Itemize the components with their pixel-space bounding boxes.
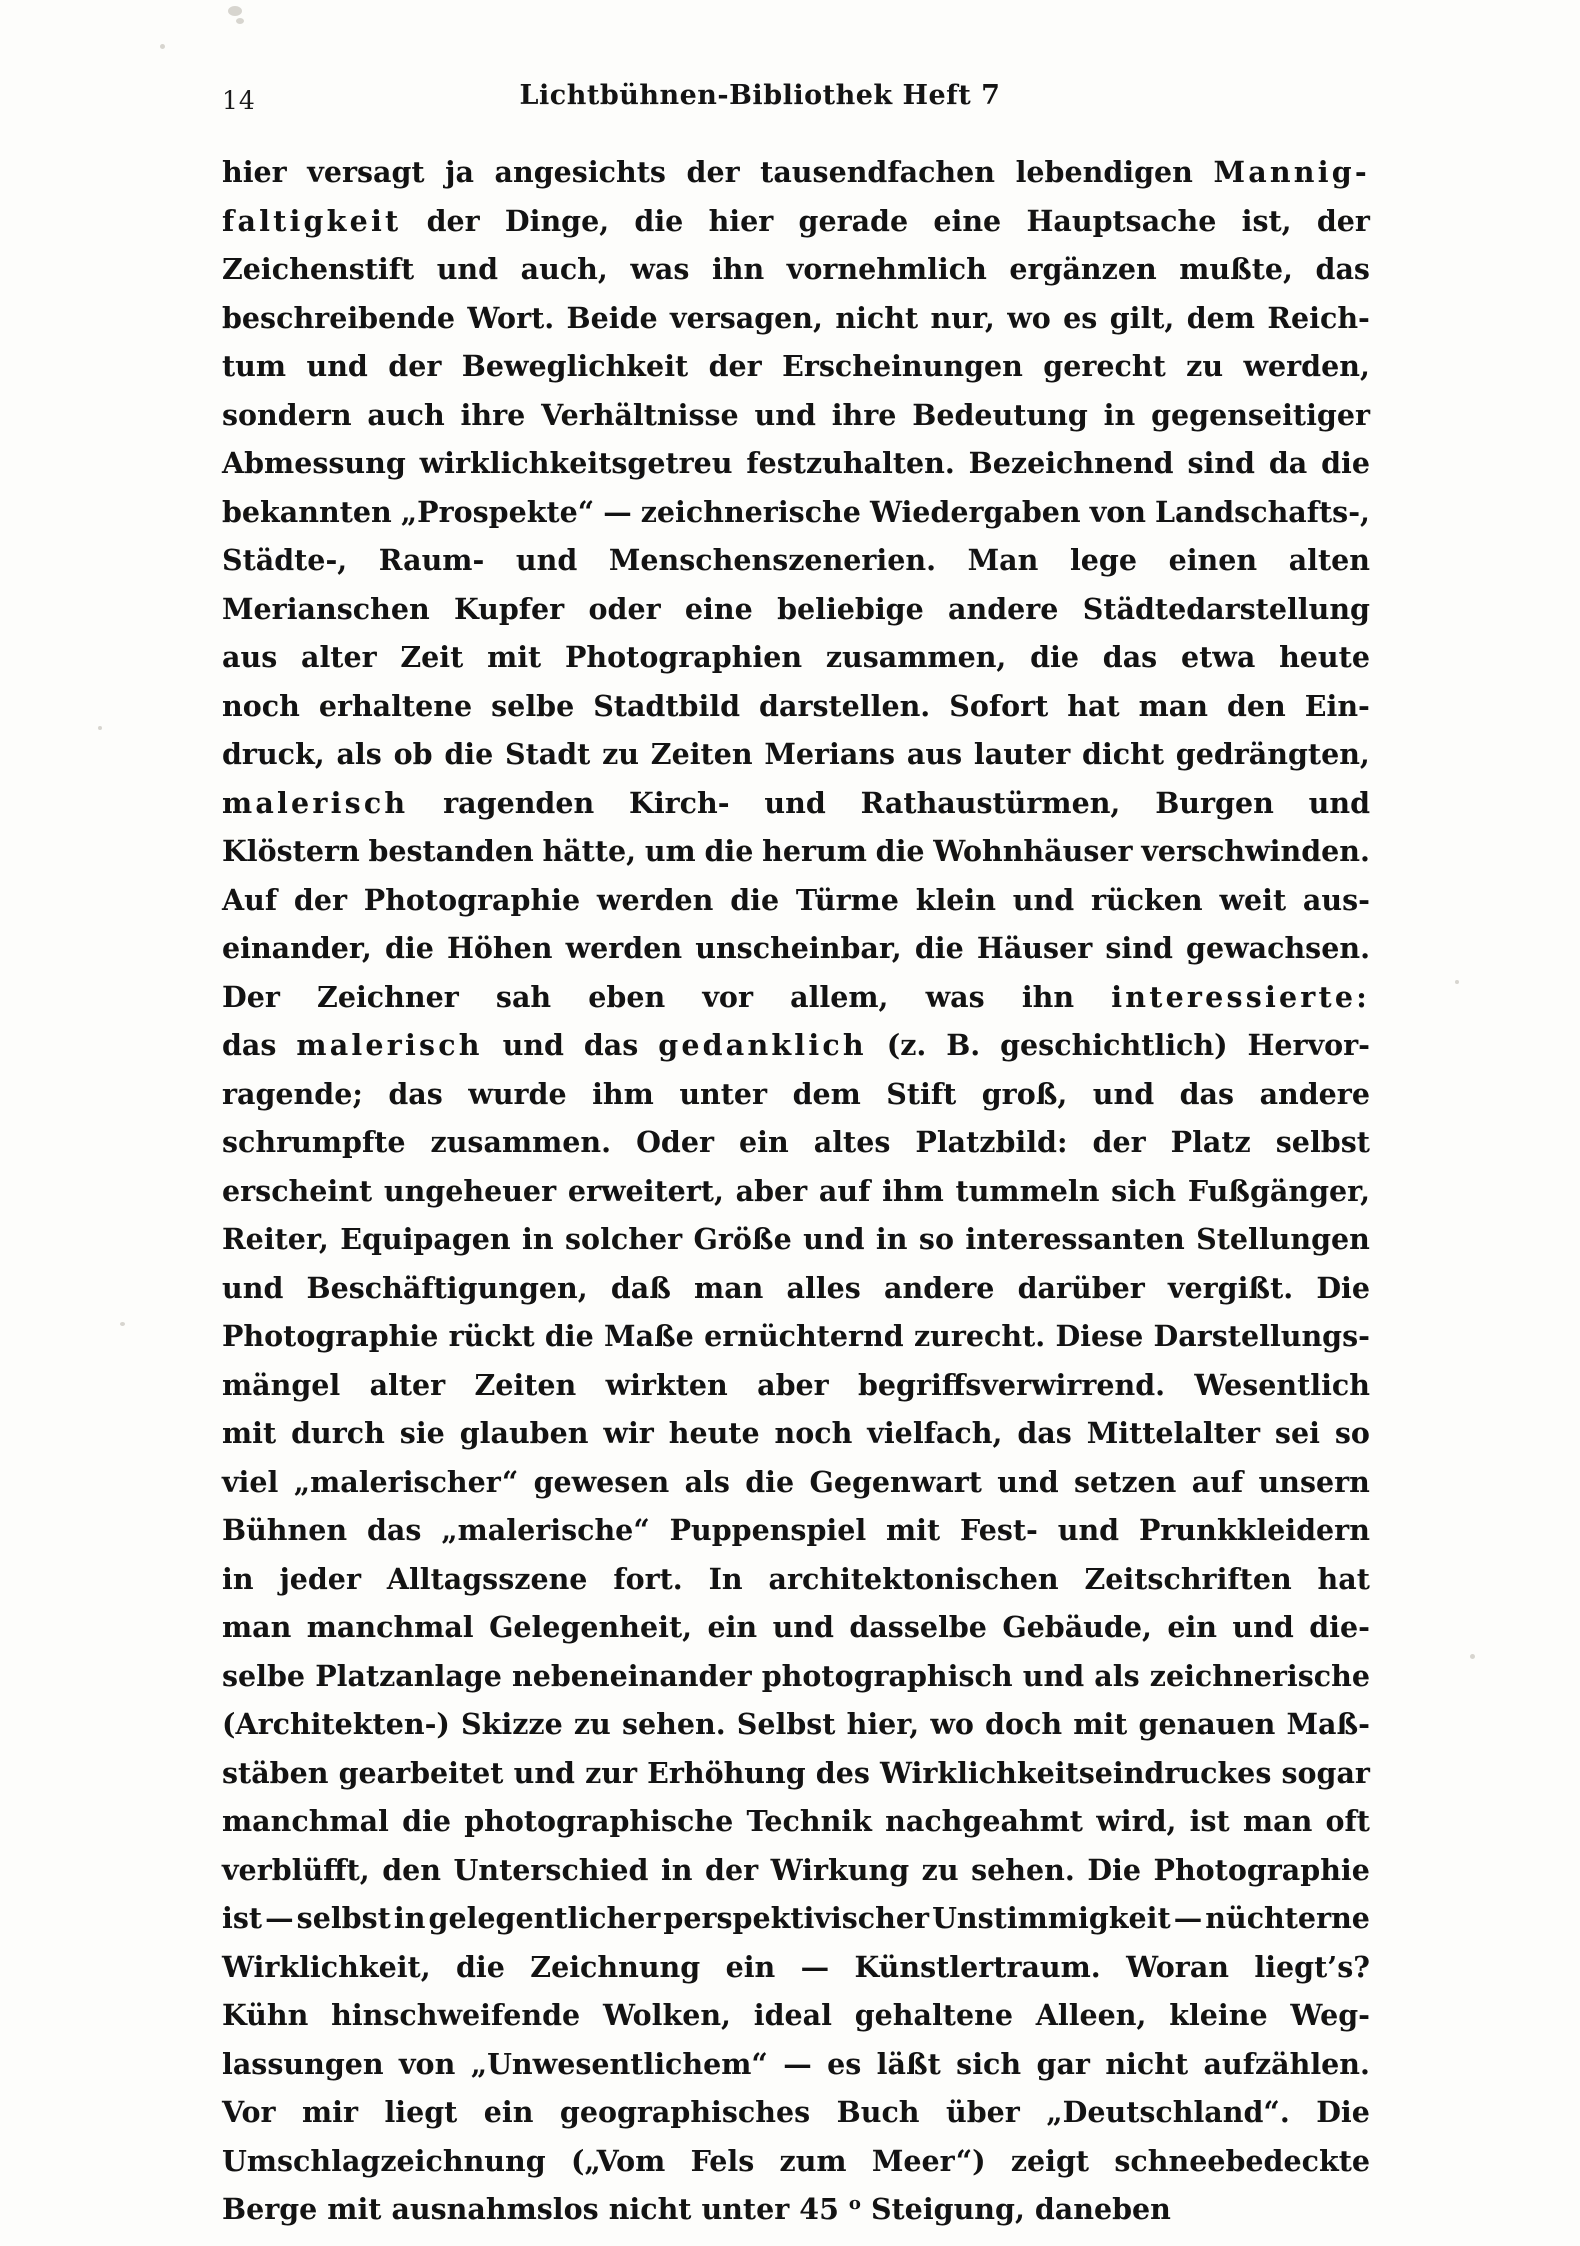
- body-line: mit durch sie glauben wir heute noch vielfach, das Mittelalter sei so: [222, 1416, 1370, 1450]
- body-line: Der Zeichner sah eben vor allem, was ihn interessierte:: [222, 979, 1370, 1014]
- scan-speck: [236, 18, 244, 24]
- body-line: druck, als ob die Stadt zu Zeiten Merians aus lauter dicht gedrängten,: [222, 737, 1370, 771]
- scan-speck: [98, 726, 102, 730]
- scan-speck: [1470, 1654, 1475, 1659]
- body-line: Umschlagzeichnung („Vom Fels zum Meer“) zeigt schneebedeckte: [222, 2143, 1370, 2178]
- body-line: man manchmal Gelegenheit, ein und dasselbe Gebäude, ein und die-: [222, 1610, 1370, 1644]
- body-line: Städte-, Raum- und Menschenszenerien. Man lege einen alten: [222, 543, 1370, 577]
- body-line: Zeichenstift und auch, was ihn vornehmlich ergänzen mußte, das: [222, 252, 1370, 286]
- body-line: das malerisch und das gedanklich (z. B. geschichtlich) Hervor-: [222, 1028, 1370, 1062]
- scan-speck: [228, 6, 242, 16]
- body-line: tum und der Beweglichkeit der Erscheinungen gerecht zu werden,: [222, 349, 1370, 383]
- body-line: lassungen von „Unwesentlichem“ — es läßt sich gar nicht aufzählen.: [222, 2046, 1370, 2081]
- body-line: (Architekten-) Skizze zu sehen. Selbst hier, wo doch mit genauen Maß-: [222, 1707, 1370, 1741]
- body-line: selbe Platzanlage nebeneinander photographisch und als zeichnerische: [222, 1658, 1370, 1693]
- body-line: Berge mit ausnahmslos nicht unter 45 $^o$ Steigung, daneben: [222, 2192, 1171, 2226]
- body-line: Photographie rückt die Maße ernüchternd zurecht. Diese Darstellungs-: [222, 1319, 1370, 1353]
- body-line-list: [222, 155, 1370, 2241]
- body-line: Kühn hinschweifende Wolken, ideal gehaltene Alleen, kleine Weg-: [222, 1998, 1370, 2032]
- body-line: mängel alter Zeiten wirkten aber begriffsverwirrend. Wesentlich: [222, 1367, 1370, 1402]
- body-line: Abmessung wirklichkeitsgetreu festzuhalten. Bezeichnend sind da die: [222, 446, 1370, 480]
- body-line: und Beschäftigungen, daß man alles andere darüber vergißt. Die: [222, 1270, 1370, 1305]
- body-line: Klöstern bestanden hätte, um die herum die Wohnhäuser verschwinden.: [222, 834, 1370, 868]
- body-text: [222, 155, 1370, 2241]
- body-line: Wirklichkeit, die Zeichnung ein — Künstlertraum. Woran liegt’s?: [222, 1949, 1370, 1984]
- body-line: in jeder Alltagsszene fort. In architektonischen Zeitschriften hat: [222, 1561, 1370, 1596]
- body-line: Bühnen das „malerische“ Puppenspiel mit Fest- und Prunkkleidern: [222, 1513, 1370, 1547]
- scan-speck: [120, 1322, 125, 1326]
- scan-speck: [160, 44, 165, 49]
- body-line: verblüfft, den Unterschied in der Wirkung zu sehen. Die Photographie: [222, 1852, 1370, 1887]
- body-line: Vor mir liegt ein geographisches Buch über „Deutschland“. Die: [222, 2095, 1370, 2129]
- body-line: noch erhaltene selbe Stadtbild darstellen. Sofort hat man den Ein-: [222, 688, 1370, 723]
- body-line: manchmal die photographische Technik nachgeahmt wird, ist man oft: [222, 1804, 1370, 1838]
- body-line: Merianschen Kupfer oder eine beliebige andere Städtedarstellung: [222, 591, 1370, 626]
- body-line: ist — selbst in gelegentlicher perspektivischer Unstimmigkeit — nüchterne: [222, 1901, 1370, 1935]
- body-line: Reiter, Equipagen in solcher Größe und in so interessanten Stellungen: [222, 1222, 1370, 1256]
- body-line: einander, die Höhen werden unscheinbar, die Häuser sind gewachsen.: [222, 931, 1370, 965]
- body-line: bekannten „Prospekte“ — zeichnerische Wiedergaben von Landschafts-,: [222, 494, 1370, 529]
- body-line: aus alter Zeit mit Photographien zusammen, die das etwa heute: [222, 640, 1370, 674]
- scan-speck: [1455, 980, 1459, 984]
- running-head: Lichtbühnen-Bibliothek Heft 7: [519, 80, 1001, 111]
- body-line: ragende; das wurde ihm unter dem Stift groß, und das andere: [222, 1076, 1370, 1111]
- body-line: Auf der Photographie werden die Türme klein und rücken weit aus-: [222, 882, 1370, 917]
- body-line: beschreibende Wort. Beide versagen, nicht nur, wo es gilt, dem Reich-: [222, 300, 1370, 335]
- page-number: 14: [222, 86, 256, 115]
- body-line: hier versagt ja angesichts der tausendfachen lebendigen Mannig-: [222, 155, 1370, 189]
- body-line: stäben gearbeitet und zur Erhöhung des Wirklichkeitseindruckes sogar: [222, 1755, 1370, 1790]
- body-line: schrumpfte zusammen. Oder ein altes Platzbild: der Platz selbst: [222, 1125, 1370, 1159]
- body-line: malerisch ragenden Kirch- und Rathaustürmen, Burgen und: [222, 785, 1370, 820]
- body-line: sondern auch ihre Verhältnisse und ihre Bedeutung in gegenseitiger: [222, 397, 1370, 432]
- body-line: faltigkeit der Dinge, die hier gerade eine Hauptsache ist, der: [222, 203, 1370, 238]
- body-line: erscheint ungeheuer erweitert, aber auf ihm tummeln sich Fußgänger,: [222, 1173, 1370, 1208]
- body-line: viel „malerischer“ gewesen als die Gegenwart und setzen auf unsern: [222, 1464, 1370, 1499]
